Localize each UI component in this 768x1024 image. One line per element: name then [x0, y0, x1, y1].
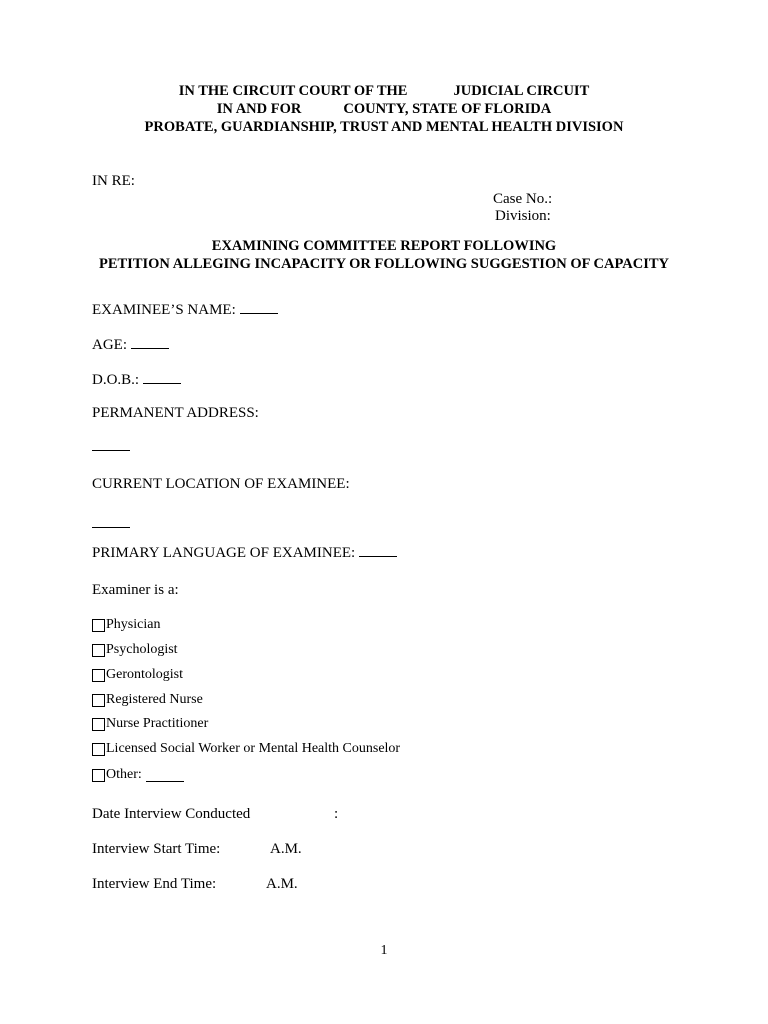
division-label: Division:	[495, 208, 551, 224]
court-name-prefix: IN THE CIRCUIT COURT OF THE	[178, 83, 408, 99]
division-header: PROBATE, GUARDIANSHIP, TRUST AND MENTAL HEALTH DIVISION	[144, 119, 624, 135]
examinee-name-label: EXAMINEE’S NAME:	[92, 302, 236, 318]
social-worker-label: Licensed Social Worker or Mental Health Counselor	[106, 741, 401, 756]
court-header-line-1	[0, 83, 768, 100]
other-checkbox[interactable]	[92, 769, 105, 782]
judicial-circuit-label: JUDICIAL CIRCUIT	[453, 83, 590, 99]
other-blank[interactable]	[146, 769, 184, 782]
report-title-line-2: PETITION ALLEGING INCAPACITY OR FOLLOWING SUGGESTION OF CAPACITY	[98, 256, 669, 272]
examiner-option-gerontologist	[92, 667, 183, 683]
examiner-option-psychologist	[92, 642, 178, 658]
examiner-option-registered-nurse	[92, 692, 203, 708]
examiner-option-other	[92, 767, 184, 783]
examinee-name-blank[interactable]	[240, 300, 278, 314]
court-header-line-2	[0, 101, 768, 118]
gerontologist-label: Gerontologist	[106, 667, 183, 682]
examinee-name-field	[92, 300, 278, 319]
date-interview-label: Date Interview Conducted	[92, 806, 251, 822]
case-number-label: Case No.:	[493, 191, 553, 207]
psychologist-checkbox[interactable]	[92, 644, 105, 657]
interview-end-ampm: A.M.	[266, 876, 298, 892]
other-label: Other:	[106, 767, 142, 782]
date-interview-colon: :	[334, 806, 339, 822]
current-location-label: CURRENT LOCATION OF EXAMINEE:	[92, 476, 350, 492]
examiner-option-physician	[92, 617, 160, 633]
in-re-label: IN RE:	[92, 173, 135, 189]
nurse-practitioner-checkbox[interactable]	[92, 718, 105, 731]
physician-checkbox[interactable]	[92, 619, 105, 632]
examiner-option-nurse-practitioner	[92, 716, 208, 732]
gerontologist-checkbox[interactable]	[92, 669, 105, 682]
current-location-blank[interactable]	[92, 515, 130, 533]
examiner-type-label: Examiner is a:	[92, 582, 179, 598]
page-number: 1	[380, 943, 388, 958]
examiner-option-social-worker	[92, 741, 400, 757]
interview-start-label: Interview Start Time:	[92, 841, 221, 857]
registered-nurse-label: Registered Nurse	[106, 692, 203, 707]
permanent-address-label: PERMANENT ADDRESS:	[92, 405, 259, 421]
dob-field	[92, 370, 181, 389]
in-and-for-label: IN AND FOR	[216, 101, 302, 117]
psychologist-label: Psychologist	[106, 642, 178, 657]
registered-nurse-checkbox[interactable]	[92, 694, 105, 707]
interview-start-ampm: A.M.	[270, 841, 302, 857]
age-blank[interactable]	[131, 335, 169, 349]
county-state-label: COUNTY, STATE OF FLORIDA	[343, 101, 552, 117]
social-worker-checkbox[interactable]	[92, 743, 105, 756]
primary-language-field	[92, 543, 397, 562]
age-label: AGE:	[92, 337, 127, 353]
primary-language-label: PRIMARY LANGUAGE OF EXAMINEE:	[92, 545, 356, 561]
dob-blank[interactable]	[143, 370, 181, 384]
nurse-practitioner-label: Nurse Practitioner	[106, 716, 209, 731]
permanent-address-blank[interactable]	[92, 438, 130, 456]
age-field	[92, 335, 169, 354]
primary-language-blank[interactable]	[359, 543, 397, 557]
physician-label: Physician	[106, 617, 161, 632]
interview-end-label: Interview End Time:	[92, 876, 217, 892]
report-title-line-1: EXAMINING COMMITTEE REPORT FOLLOWING	[211, 238, 557, 254]
dob-label: D.O.B.:	[92, 372, 140, 388]
